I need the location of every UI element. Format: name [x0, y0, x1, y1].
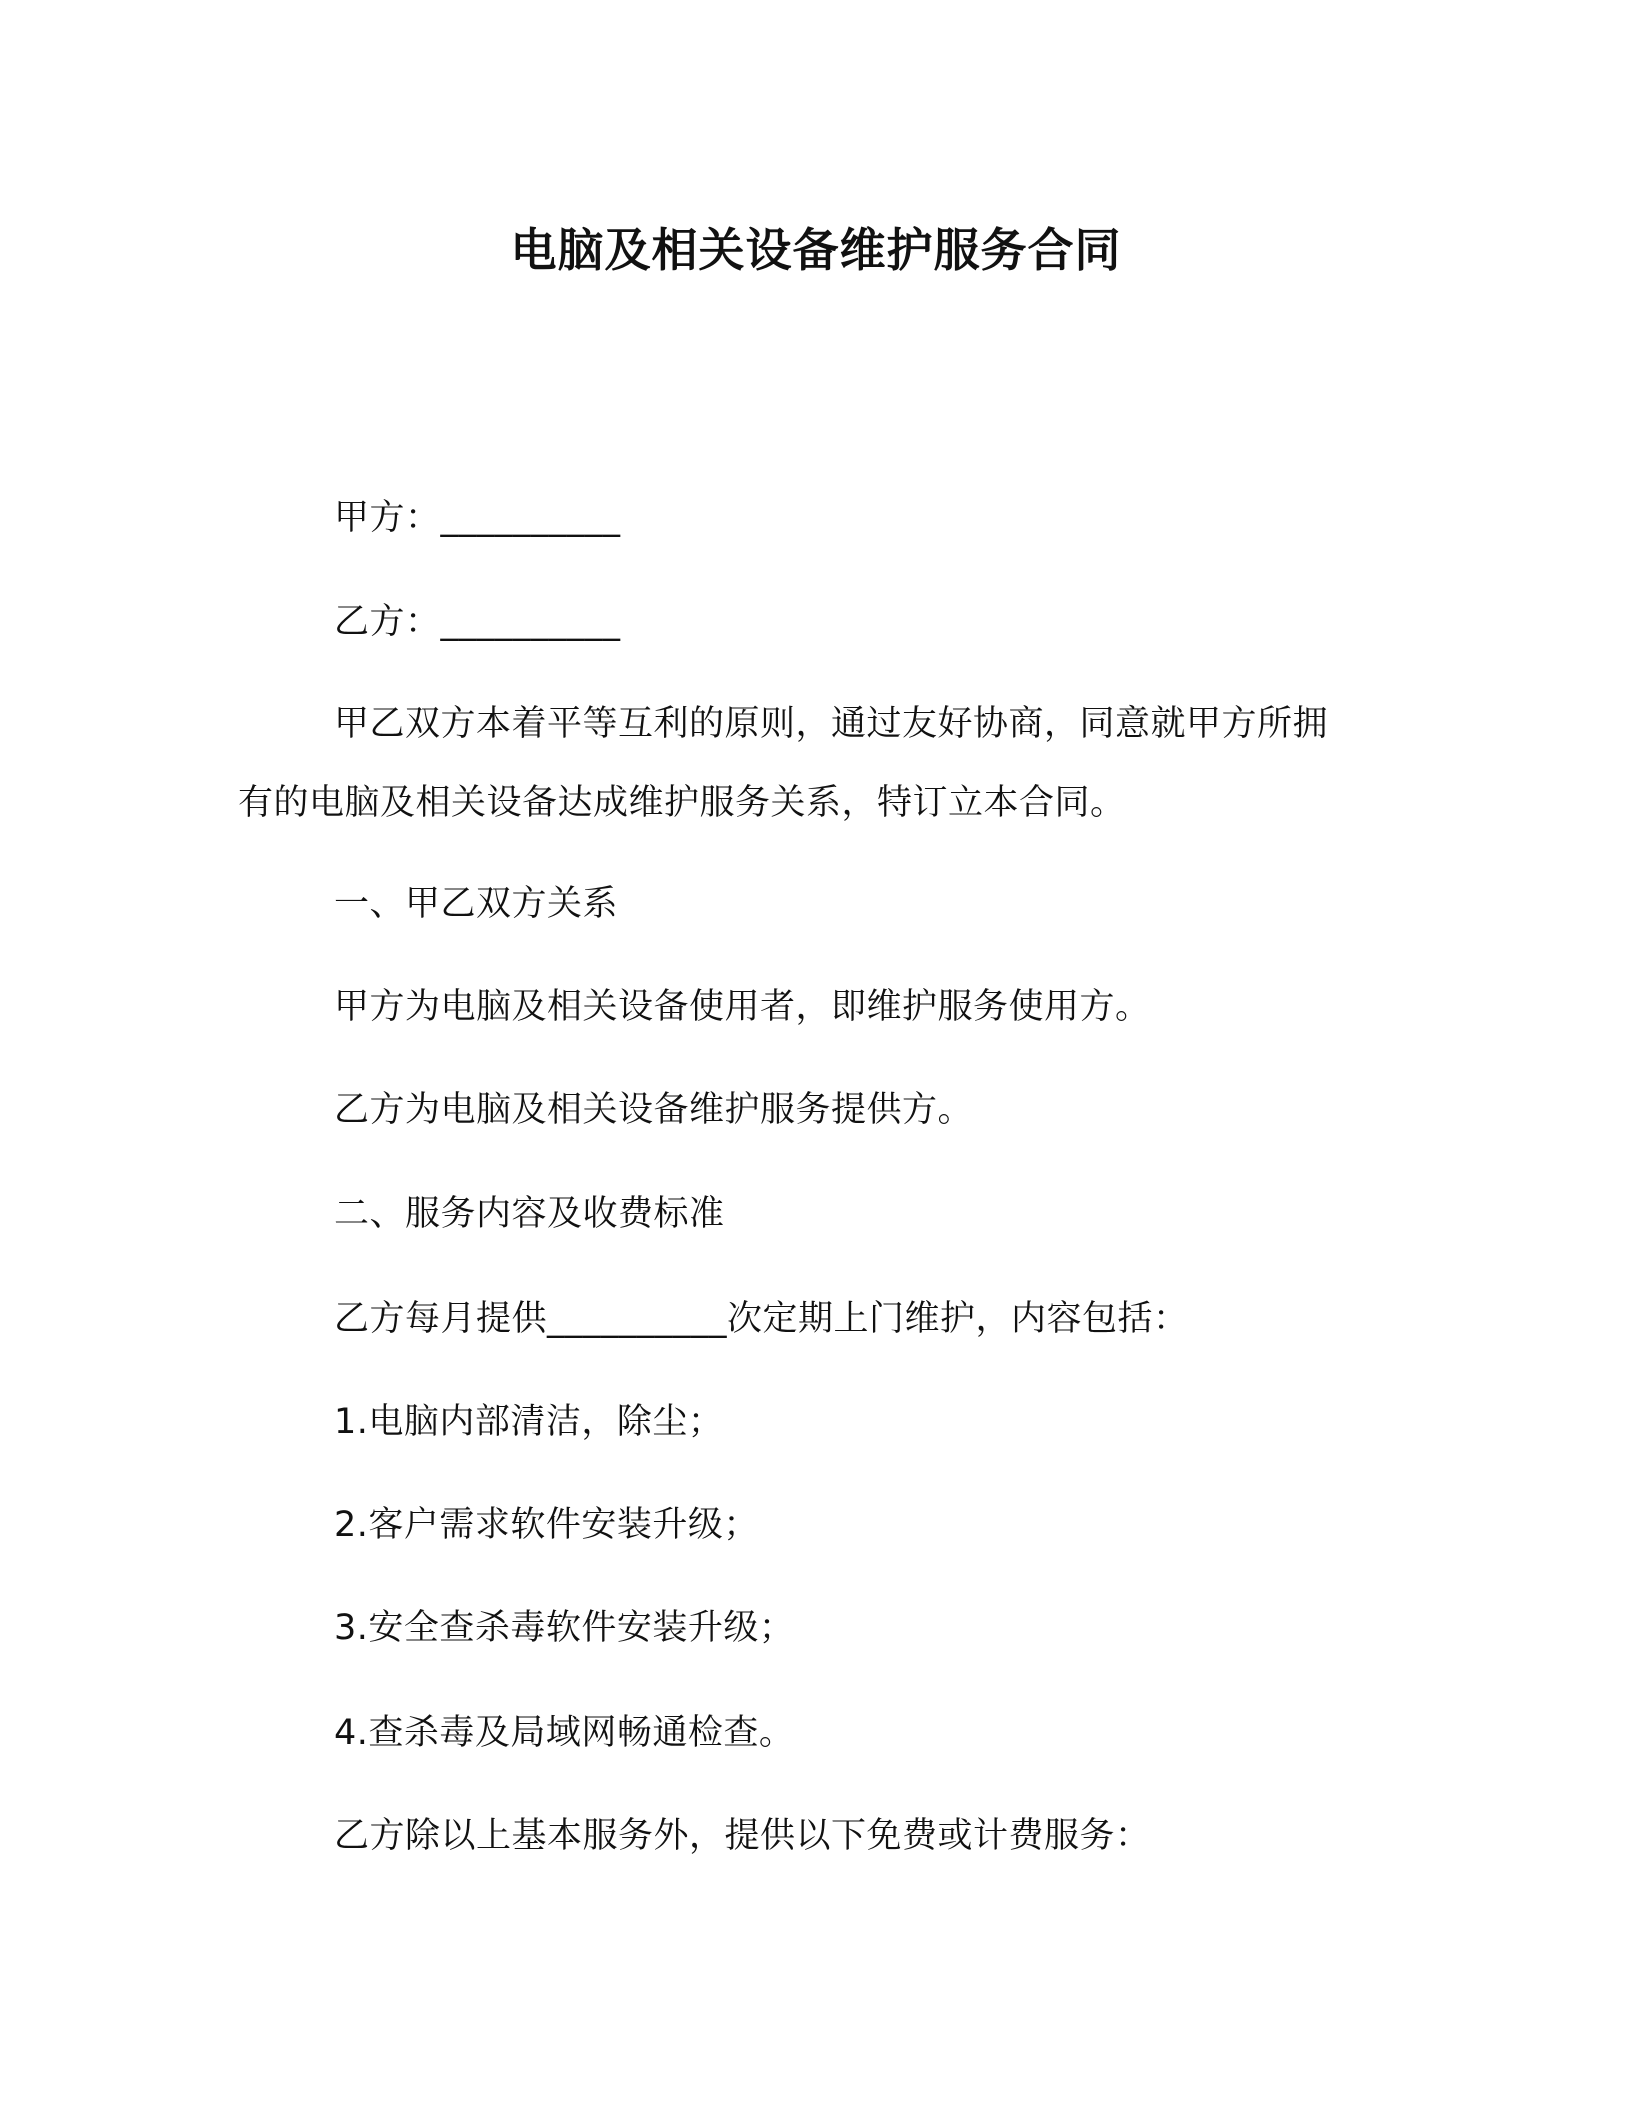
intro-paragraph-line-1: 甲乙双方本着平等互利的原则，通过友好协商，同意就甲方所拥	[334, 704, 1329, 744]
service-item: 2.客户需求软件安装升级；	[334, 1505, 759, 1545]
monthly-maintenance-line: 乙方每月提供__________次定期上门维护，内容包括：	[334, 1299, 1189, 1339]
service-item: 4.查杀毒及局域网畅通检查。	[334, 1713, 795, 1753]
document-title: 电脑及相关设备维护服务合同	[510, 223, 1122, 277]
party-a-line: 甲方：__________	[334, 498, 621, 538]
service-item: 3.安全查杀毒软件安装升级；	[334, 1608, 795, 1648]
service-item: 1.电脑内部清洁，除尘；	[334, 1402, 724, 1442]
intro-paragraph-line-2: 有的电脑及相关设备达成维护服务关系，特订立本合同。	[238, 783, 1126, 823]
section-2-heading: 二、服务内容及收费标准	[334, 1194, 725, 1234]
section-1-line: 甲方为电脑及相关设备使用者，即维护服务使用方。	[334, 987, 1151, 1027]
section-1-heading: 一、甲乙双方关系	[334, 884, 619, 924]
party-b-line: 乙方：__________	[334, 602, 621, 642]
extra-services-line: 乙方除以上基本服务外，提供以下免费或计费服务：	[334, 1816, 1151, 1856]
section-1-line: 乙方为电脑及相关设备维护服务提供方。	[334, 1090, 974, 1130]
